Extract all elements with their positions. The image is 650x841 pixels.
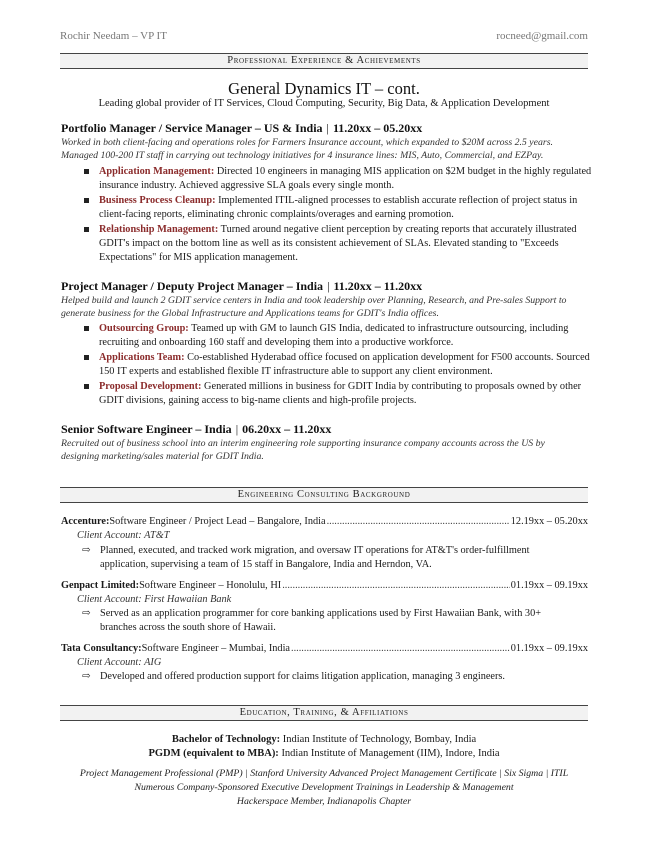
achievement-item — [82, 223, 592, 265]
role-name: Project Manager / Deputy Project Manager – India — [61, 279, 324, 293]
role-name: Portfolio Manager / Service Manager – US & India — [61, 121, 323, 135]
client-account: Client Account: AT&T — [77, 530, 170, 541]
certification-line: Numerous Company-Sponsored Executive Development Trainings in Leadership & Management — [134, 782, 514, 793]
engineering-detail — [82, 607, 580, 635]
section-header-consulting: Engineering Consulting Background — [60, 487, 588, 503]
section-header-education: Education, Training, & Affiliations — [60, 705, 588, 721]
engineering-role: Software Engineer / Project Lead – Bangalore, India — [109, 516, 326, 527]
achievement-text: Co-established Hyderabad office focused on application development for F500 accounts. Sourced 150 IT experts and established flexible IT infrastructure able to support any client environment. — [99, 352, 590, 377]
achievement-lead: Application Management: — [99, 166, 215, 177]
school-name: Indian Institute of Technology, Bombay, India — [280, 734, 477, 745]
engineering-detail — [82, 544, 580, 572]
role-bullets — [82, 165, 592, 266]
degree-name: PGDM (equivalent to MBA): — [148, 748, 279, 759]
page-header — [60, 30, 588, 44]
leader-dots — [291, 642, 510, 656]
section-header-experience: Professional Experience & Achievements — [60, 53, 588, 69]
achievement-lead: Applications Team: — [99, 352, 185, 363]
bullet-square-icon — [84, 227, 89, 232]
achievement-text: Implemented ITIL-aligned processes to establish accurate reflection of project status in client-facing reports, eliminating chronic complaints/overages and earning promotion. — [99, 195, 578, 220]
arrow-right-icon: ⇨ — [82, 671, 91, 682]
role-description — [61, 136, 591, 162]
role-description-line: Worked in both client-facing and operations roles for Farmers Insurance account, which expanded to $20M across 2.5 years. — [61, 137, 553, 148]
engineering-company: Accenture: — [61, 516, 110, 527]
achievement-lead: Proposal Development: — [99, 381, 202, 392]
engineering-detail-text: Developed and offered production support for claims litigation application, managing 3 engineers. — [100, 671, 505, 682]
achievement-item — [82, 194, 592, 222]
school-name: Indian Institute of Management (IIM), Indore, India — [278, 748, 500, 759]
engineering-detail-text: Planned, executed, and tracked work migration, and oversaw IT operations for AT&T's order-fulfillment application, supervising a team of 15 staff in Bangalore, India and Herndon, VA. — [100, 545, 530, 570]
role-description — [61, 437, 591, 463]
engineering-entry — [61, 579, 588, 593]
engineering-role: Software Engineer – Mumbai, India — [141, 643, 290, 654]
achievement-item — [82, 380, 592, 408]
role-description-line: Recruited out of business school into an interim engineering role supporting insurance company accounts across the US by — [61, 438, 545, 449]
bullet-square-icon — [84, 198, 89, 203]
degree-name: Bachelor of Technology: — [171, 734, 281, 745]
achievement-text: Turned around negative client perception by creating reports that accurately illustrated GDIT's impact on the bottom line as well as its consistent achievement of SLAs. Elevated standing to "Exceeds Expectations" for MIS application management. — [99, 224, 577, 263]
company-name: General Dynamics IT – cont. — [228, 79, 420, 98]
education-entry — [60, 734, 588, 745]
role-separator: | — [235, 422, 239, 436]
role-description-line: designing marketing/sales material for GDIT India. — [61, 451, 264, 462]
bullet-square-icon — [84, 384, 89, 389]
achievement-item — [82, 351, 592, 379]
engineering-detail-text: Served as an application programmer for core banking applications used by First Hawaiian Bank, with 30+ branches across the south shore of Hawaii. — [100, 608, 542, 633]
achievement-text: Teamed up with GM to launch GIS India, dedicated to infrastructure outsourcing, including recruiting and onboarding 160 staff and developing them into a productive workforce. — [99, 323, 569, 348]
leader-dots — [282, 579, 510, 593]
achievement-item — [82, 322, 592, 350]
certification-line: Hackerspace Member, Indianapolis Chapter — [236, 796, 412, 807]
engineering-role: Software Engineer – Honolulu, HI — [139, 580, 282, 591]
education-entry — [60, 748, 588, 759]
header-email: rocneed@gmail.com — [496, 30, 588, 42]
role-description-line: generate business for the Global Infrastructure and Applications teams for GDIT's India offices. — [61, 308, 439, 319]
role-name: Senior Software Engineer – India — [61, 422, 232, 436]
role-dates: 11.20xx – 11.20xx — [333, 279, 423, 293]
role-title — [61, 422, 331, 437]
arrow-right-icon: ⇨ — [82, 608, 91, 619]
engineering-company: Tata Consultancy: — [61, 643, 142, 654]
company-description: Leading global provider of IT Services, Cloud Computing, Security, Big Data, & Application Development — [98, 98, 550, 109]
achievement-item — [82, 165, 592, 193]
role-dates: 06.20xx – 11.20xx — [242, 422, 332, 436]
engineering-company: Genpact Limited: — [61, 580, 140, 591]
role-separator: | — [326, 121, 329, 135]
certification-line: Project Management Professional (PMP) | Stanford University Advanced Project Management Certificate | Six Sigma | ITIL — [79, 768, 569, 779]
engineering-dates: 01.19xx – 09.19xx — [510, 643, 588, 654]
header-name: Rochir Needam – VP IT — [60, 30, 167, 42]
role-description-line: Helped build and launch 2 GDIT service centers in India and took leadership over Planning, Research, and Pre-sales Support to — [61, 295, 567, 306]
engineering-dates: 12.19xx – 05.20xx — [510, 516, 588, 527]
role-title — [61, 279, 422, 294]
role-description — [61, 294, 591, 320]
engineering-entry — [61, 642, 588, 656]
client-account: Client Account: First Hawaiian Bank — [77, 594, 232, 605]
role-separator: | — [327, 279, 330, 293]
bullet-square-icon — [84, 355, 89, 360]
role-description-line: Managed 100-200 IT staff in carrying out technology initiatives for 4 insurance lines: MIS, Auto, Commercial, and EZPay. — [61, 150, 544, 161]
engineering-entry — [61, 515, 588, 529]
engineering-detail — [82, 670, 580, 684]
achievement-lead: Relationship Management: — [99, 224, 219, 235]
bullet-square-icon — [84, 169, 89, 174]
role-title — [61, 121, 422, 136]
leader-dots — [327, 515, 510, 529]
role-bullets — [82, 322, 592, 409]
role-dates: 11.20xx – 05.20xx — [332, 121, 423, 135]
engineering-dates: 01.19xx – 09.19xx — [510, 580, 588, 591]
achievement-text: Directed 10 engineers in managing MIS application on $2M budget in the highly regulated insurance industry. Achieved aggressive SLA goals every single month. — [99, 166, 592, 191]
bullet-square-icon — [84, 326, 89, 331]
client-account: Client Account: AIG — [77, 657, 162, 668]
achievement-lead: Business Process Cleanup: — [99, 195, 216, 206]
arrow-right-icon: ⇨ — [82, 545, 91, 556]
achievement-text: Generated millions in business for GDIT India by contributing to proposals owned by other GDIT divisions, gaining access to big-name clients and high-profile projects. — [99, 381, 582, 406]
achievement-lead: Outsourcing Group: — [99, 323, 189, 334]
